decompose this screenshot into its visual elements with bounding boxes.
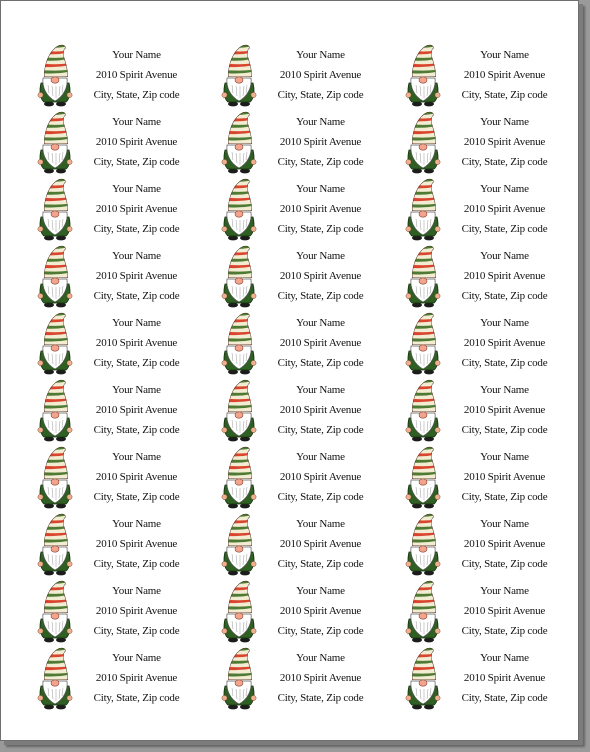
label-city[interactable]: City, State, Zip code bbox=[93, 625, 180, 637]
address-label[interactable] bbox=[23, 441, 207, 508]
address-label[interactable] bbox=[391, 39, 575, 106]
label-name[interactable]: Your Name bbox=[112, 518, 161, 530]
label-city[interactable]: City, State, Zip code bbox=[93, 357, 180, 369]
label-street[interactable]: 2010 Spirit Avenue bbox=[95, 136, 178, 148]
gnome-icon bbox=[218, 244, 260, 308]
gnome-icon bbox=[34, 646, 76, 710]
address-label[interactable] bbox=[207, 173, 391, 240]
label-street[interactable]: 2010 Spirit Avenue bbox=[95, 69, 178, 81]
label-name[interactable]: Your Name bbox=[480, 585, 529, 597]
label-name[interactable]: Your Name bbox=[296, 317, 345, 329]
label-name[interactable]: Your Name bbox=[296, 49, 345, 61]
label-city[interactable]: City, State, Zip code bbox=[461, 491, 548, 503]
label-name[interactable]: Your Name bbox=[112, 183, 161, 195]
gnome-icon bbox=[34, 43, 76, 107]
address-label[interactable] bbox=[23, 307, 207, 374]
label-city[interactable]: City, State, Zip code bbox=[277, 491, 364, 503]
address-label[interactable] bbox=[207, 307, 391, 374]
label-name[interactable]: Your Name bbox=[480, 183, 529, 195]
address-label[interactable] bbox=[207, 441, 391, 508]
label-street[interactable]: 2010 Spirit Avenue bbox=[279, 270, 362, 282]
gnome-icon bbox=[402, 579, 444, 643]
label-city[interactable]: City, State, Zip code bbox=[461, 692, 548, 704]
label-city[interactable]: City, State, Zip code bbox=[93, 290, 180, 302]
label-name[interactable]: Your Name bbox=[480, 652, 529, 664]
label-name[interactable]: Your Name bbox=[112, 451, 161, 463]
address-label[interactable] bbox=[23, 39, 207, 106]
label-name[interactable]: Your Name bbox=[480, 49, 529, 61]
label-street[interactable]: 2010 Spirit Avenue bbox=[279, 672, 362, 684]
label-street[interactable]: 2010 Spirit Avenue bbox=[463, 203, 546, 215]
address-label[interactable] bbox=[207, 106, 391, 173]
label-street[interactable]: 2010 Spirit Avenue bbox=[463, 337, 546, 349]
label-street[interactable]: 2010 Spirit Avenue bbox=[463, 404, 546, 416]
label-street[interactable]: 2010 Spirit Avenue bbox=[95, 337, 178, 349]
gnome-icon bbox=[402, 646, 444, 710]
gnome-icon bbox=[34, 445, 76, 509]
label-name[interactable]: Your Name bbox=[112, 49, 161, 61]
gnome-icon bbox=[402, 110, 444, 174]
gnome-icon bbox=[34, 110, 76, 174]
address-label[interactable] bbox=[391, 642, 575, 709]
address-label[interactable] bbox=[207, 642, 391, 709]
label-name[interactable]: Your Name bbox=[112, 317, 161, 329]
address-label[interactable] bbox=[391, 307, 575, 374]
label-city[interactable]: City, State, Zip code bbox=[93, 491, 180, 503]
gnome-icon bbox=[402, 244, 444, 308]
address-label[interactable] bbox=[23, 240, 207, 307]
address-label[interactable] bbox=[23, 642, 207, 709]
address-label[interactable] bbox=[23, 173, 207, 240]
label-street[interactable]: 2010 Spirit Avenue bbox=[463, 270, 546, 282]
gnome-icon bbox=[218, 311, 260, 375]
label-street[interactable]: 2010 Spirit Avenue bbox=[95, 672, 178, 684]
label-name[interactable]: Your Name bbox=[480, 518, 529, 530]
label-street[interactable]: 2010 Spirit Avenue bbox=[95, 203, 178, 215]
label-name[interactable]: Your Name bbox=[296, 183, 345, 195]
label-city[interactable]: City, State, Zip code bbox=[93, 424, 180, 436]
gnome-icon bbox=[218, 579, 260, 643]
label-city[interactable]: City, State, Zip code bbox=[277, 290, 364, 302]
label-city[interactable]: City, State, Zip code bbox=[461, 558, 548, 570]
label-street[interactable]: 2010 Spirit Avenue bbox=[463, 538, 546, 550]
label-city[interactable]: City, State, Zip code bbox=[461, 424, 548, 436]
label-city[interactable]: City, State, Zip code bbox=[461, 357, 548, 369]
label-name[interactable]: Your Name bbox=[296, 518, 345, 530]
address-label[interactable] bbox=[391, 508, 575, 575]
label-city[interactable]: City, State, Zip code bbox=[461, 290, 548, 302]
label-street[interactable]: 2010 Spirit Avenue bbox=[95, 605, 178, 617]
label-street[interactable]: 2010 Spirit Avenue bbox=[279, 69, 362, 81]
label-street[interactable]: 2010 Spirit Avenue bbox=[463, 69, 546, 81]
address-label[interactable] bbox=[391, 173, 575, 240]
gnome-icon bbox=[34, 311, 76, 375]
address-label[interactable] bbox=[207, 575, 391, 642]
label-city[interactable]: City, State, Zip code bbox=[277, 89, 364, 101]
address-label[interactable] bbox=[23, 575, 207, 642]
address-label[interactable] bbox=[391, 575, 575, 642]
gnome-icon bbox=[34, 579, 76, 643]
label-street[interactable]: 2010 Spirit Avenue bbox=[279, 136, 362, 148]
gnome-icon bbox=[402, 445, 444, 509]
label-name[interactable]: Your Name bbox=[112, 116, 161, 128]
label-city[interactable]: City, State, Zip code bbox=[93, 89, 180, 101]
address-label[interactable] bbox=[207, 240, 391, 307]
label-street[interactable]: 2010 Spirit Avenue bbox=[463, 672, 546, 684]
gnome-icon bbox=[402, 378, 444, 442]
label-street[interactable]: 2010 Spirit Avenue bbox=[463, 605, 546, 617]
label-city[interactable]: City, State, Zip code bbox=[277, 357, 364, 369]
label-street[interactable]: 2010 Spirit Avenue bbox=[279, 337, 362, 349]
gnome-icon bbox=[34, 512, 76, 576]
label-city[interactable]: City, State, Zip code bbox=[93, 692, 180, 704]
label-name[interactable]: Your Name bbox=[112, 652, 161, 664]
label-name[interactable]: Your Name bbox=[480, 317, 529, 329]
label-street[interactable]: 2010 Spirit Avenue bbox=[95, 538, 178, 550]
label-street[interactable]: 2010 Spirit Avenue bbox=[279, 605, 362, 617]
label-city[interactable]: City, State, Zip code bbox=[277, 692, 364, 704]
address-label[interactable] bbox=[23, 508, 207, 575]
label-name[interactable]: Your Name bbox=[480, 384, 529, 396]
address-label[interactable] bbox=[207, 39, 391, 106]
gnome-icon bbox=[402, 177, 444, 241]
gnome-icon bbox=[218, 43, 260, 107]
label-name[interactable]: Your Name bbox=[112, 585, 161, 597]
address-label[interactable] bbox=[391, 106, 575, 173]
label-street[interactable]: 2010 Spirit Avenue bbox=[279, 538, 362, 550]
label-name[interactable]: Your Name bbox=[296, 585, 345, 597]
label-city[interactable]: City, State, Zip code bbox=[277, 558, 364, 570]
label-name[interactable]: Your Name bbox=[296, 250, 345, 262]
label-city[interactable]: City, State, Zip code bbox=[461, 223, 548, 235]
gnome-icon bbox=[402, 43, 444, 107]
label-city[interactable]: City, State, Zip code bbox=[93, 558, 180, 570]
label-city[interactable]: City, State, Zip code bbox=[277, 156, 364, 168]
label-city[interactable]: City, State, Zip code bbox=[277, 625, 364, 637]
gnome-icon bbox=[218, 512, 260, 576]
label-street[interactable]: 2010 Spirit Avenue bbox=[95, 471, 178, 483]
label-name[interactable]: Your Name bbox=[296, 652, 345, 664]
label-street[interactable]: 2010 Spirit Avenue bbox=[95, 404, 178, 416]
label-name[interactable]: Your Name bbox=[296, 116, 345, 128]
address-label[interactable] bbox=[23, 106, 207, 173]
label-city[interactable]: City, State, Zip code bbox=[93, 156, 180, 168]
label-name[interactable]: Your Name bbox=[112, 384, 161, 396]
label-city[interactable]: City, State, Zip code bbox=[93, 223, 180, 235]
label-city[interactable]: City, State, Zip code bbox=[461, 156, 548, 168]
label-street[interactable]: 2010 Spirit Avenue bbox=[463, 471, 546, 483]
address-label[interactable] bbox=[391, 374, 575, 441]
label-city[interactable]: City, State, Zip code bbox=[461, 625, 548, 637]
address-label[interactable] bbox=[391, 240, 575, 307]
gnome-icon bbox=[218, 646, 260, 710]
gnome-icon bbox=[218, 445, 260, 509]
label-city[interactable]: City, State, Zip code bbox=[461, 89, 548, 101]
address-label[interactable] bbox=[23, 374, 207, 441]
label-street[interactable]: 2010 Spirit Avenue bbox=[279, 471, 362, 483]
gnome-icon bbox=[34, 378, 76, 442]
label-city[interactable]: City, State, Zip code bbox=[277, 424, 364, 436]
label-name[interactable]: Your Name bbox=[296, 451, 345, 463]
address-label[interactable] bbox=[207, 508, 391, 575]
gnome-icon bbox=[218, 110, 260, 174]
gnome-icon bbox=[34, 244, 76, 308]
label-name[interactable]: Your Name bbox=[112, 250, 161, 262]
label-street[interactable]: 2010 Spirit Avenue bbox=[463, 136, 546, 148]
label-name[interactable]: Your Name bbox=[296, 384, 345, 396]
label-name[interactable]: Your Name bbox=[480, 116, 529, 128]
label-street[interactable]: 2010 Spirit Avenue bbox=[95, 270, 178, 282]
gnome-icon bbox=[402, 512, 444, 576]
gnome-icon bbox=[402, 311, 444, 375]
address-label[interactable] bbox=[207, 374, 391, 441]
label-sheet bbox=[23, 39, 575, 709]
gnome-icon bbox=[218, 378, 260, 442]
label-name[interactable]: Your Name bbox=[480, 451, 529, 463]
label-street[interactable]: 2010 Spirit Avenue bbox=[279, 203, 362, 215]
label-name[interactable]: Your Name bbox=[480, 250, 529, 262]
label-street[interactable]: 2010 Spirit Avenue bbox=[279, 404, 362, 416]
gnome-icon bbox=[34, 177, 76, 241]
address-label[interactable] bbox=[391, 441, 575, 508]
label-city[interactable]: City, State, Zip code bbox=[277, 223, 364, 235]
gnome-icon bbox=[218, 177, 260, 241]
